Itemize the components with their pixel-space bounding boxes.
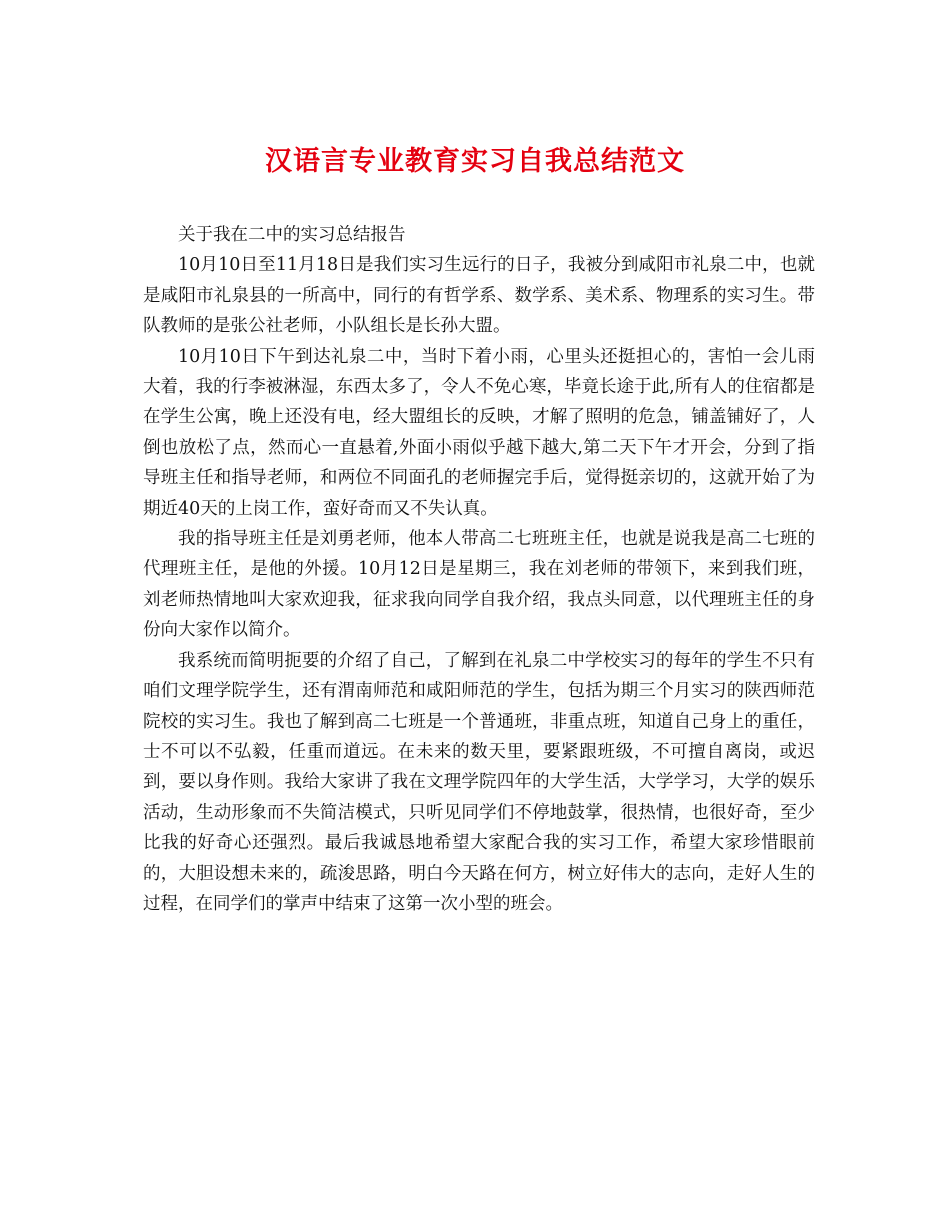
paragraph-arrival: 10月10日至11月18日是我们实习生远行的日子，我被分到咸阳市礼泉二中，也就是咸阳市礼泉县的一所高中，同行的有哲学系、数学系、美术系、物理系的实习生。带队教师的是张公社老师，小队组长是长孙大盟。 <box>143 255 815 337</box>
report-heading-line: 关于我在二中的实习总结报告 <box>178 225 406 245</box>
paragraph-class-meeting: 我系统而简明扼要的介绍了自己，了解到在礼泉二中学校实习的每年的学生不只有咱们文理学院学生，还有渭南师范和咸阳师范的学生，包括为期三个月实习的陕西师范院校的实习生。我也了解到高二七班是一个普通班，非重点班，知道自己身上的重任，士不可以不弘毅，任重而道远。在未来的数天里，要紧跟班级，不可擅自离岗，或迟到，要以身作则。我给大家讲了我在文理学院四年的大学生活，大学学习，大学的娱乐活动，生动形象而不失简洁模式，只听见同学们不停地鼓掌，很热情，也很好奇，至少比我的好奇心还强烈。最后我诚恳地希望大家配合我的实习工作，希望大家珍惜眼前的，大胆设想未来的，疏浚思路，明白今天路在何方，树立好伟大的志向，走好人生的过程，在同学们的掌声中结束了这第一次小型的班会。 <box>143 650 815 914</box>
paragraph-first-day: 10月10日下午到达礼泉二中，当时下着小雨，心里头还挺担心的，害怕一会儿雨大着，我的行李被淋湿，东西太多了，令人不免心寒，毕竟长途于此,所有人的住宿都是在学生公寓，晚上还没有电，经大盟组长的反映，才解了照明的危急，铺盖铺好了，人倒也放松了点，然而心一直悬着,外面小雨似乎越下越大,第二天下午才开会，分到了指导班主任和指导老师，和两位不同面孔的老师握完手后，觉得挺亲切的，这就开始了为期近40天的上岗工作，蛮好奇而又不失认真。 <box>143 346 815 519</box>
document-title: 汉语言专业教育实习自我总结范文 <box>265 146 685 177</box>
paragraph-head-teacher: 我的指导班主任是刘勇老师，他本人带高二七班班主任，也就是说我是高二七班的代理班主任，是他的外援。10月12日是星期三，我在刘老师的带领下，来到我们班，刘老师热情地叫大家欢迎我，征求我向同学自我介绍，我点头同意，以代理班主任的身份向大家作以简介。 <box>143 529 815 641</box>
document-body <box>143 220 815 919</box>
